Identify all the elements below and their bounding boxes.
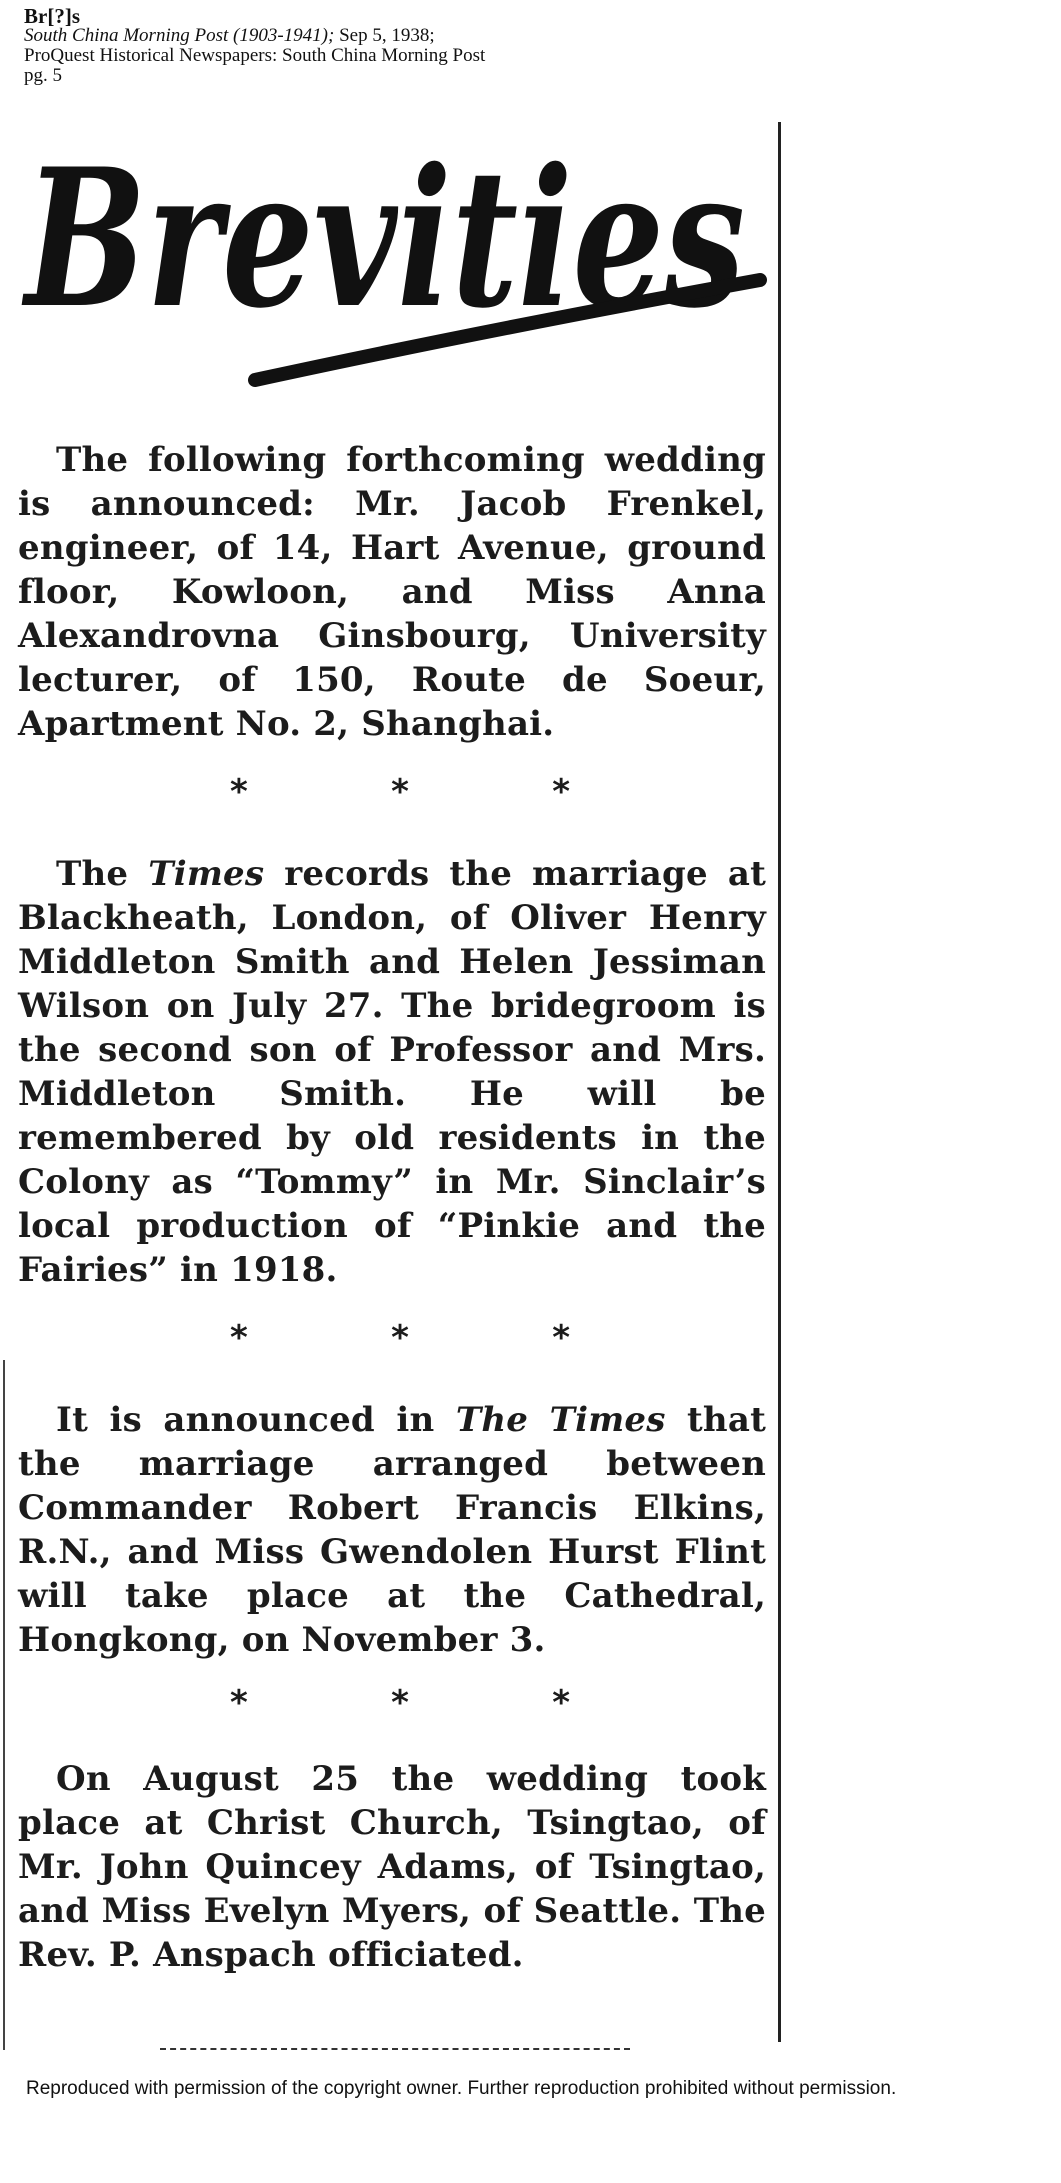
article-3-text (18, 1398, 766, 1662)
article-2 (18, 852, 766, 1292)
article-4 (18, 1757, 766, 1977)
article-title: Br[?]s (24, 4, 80, 28)
newspaper-name: Times (148, 854, 265, 894)
page-number: pg. 5 (24, 65, 62, 86)
separator-star: * (230, 772, 248, 812)
brevities-masthead (15, 105, 775, 395)
separator-star: * (552, 772, 570, 812)
separator-star: * (552, 1683, 570, 1723)
end-rule (160, 2048, 630, 2052)
separator-star: * (552, 1318, 570, 1358)
article-4-text: On August 25 the wedding took place at Christ Church, Tsingtao, of Mr. John Quincey Adams, of Tsingtao, and Miss Evelyn Myers, of Seattle. The Rev. P. Anspach officiated. (18, 1759, 766, 1975)
left-margin-rule (3, 1360, 5, 2050)
article-3-lead: It is announced in (56, 1400, 456, 1440)
citation-header (24, 6, 485, 86)
masthead-script: Brevities (21, 127, 745, 350)
separator-star: * (391, 1318, 409, 1358)
separator-3 (230, 1683, 570, 1723)
separator-star: * (391, 772, 409, 812)
separator-2 (230, 1318, 570, 1358)
copyright-footer: Reproduced with permission of the copyright owner. Further reproduction prohibited without permission. (26, 2078, 897, 2099)
article-2-body: records the marriage at Blackheath, London, of Oliver Henry Middleton Smith and Helen Jessiman Wilson on July 27. The bridegroom is the second son of Professor and Mrs. Middleton Smith. He will be remembered by old residents in the Colony as “Tommy” in Mr. Sinclair’s local production of “Pinkie and the Fairies” in 1918. (18, 854, 766, 1290)
source-line (24, 26, 485, 46)
article-3 (18, 1398, 766, 1662)
separator-1 (230, 772, 570, 812)
article-3-body: that the marriage arranged between Commander Robert Francis Elkins, R.N., and Miss Gwendolen Hurst Flint will take place at the Cathedral, Hongkong, on November 3. (18, 1400, 766, 1660)
database-name: ProQuest Historical Newspapers: South China Morning Post (24, 45, 486, 66)
article-2-lead: The (56, 854, 149, 894)
article-1-text: The following forthcoming wedding is announced: Mr. Jacob Frenkel, engineer, of 14, Hart Avenue, ground floor, Kowloon, and Miss Anna Alexandrovna Ginsbourg, University lecturer, of 150, Route de Soeur, Apartment No. 2, Shanghai. (18, 440, 766, 744)
publication-date: Sep 5, 1938; (334, 25, 435, 46)
publication-name: South China Morning Post (1903-1941); (24, 25, 335, 46)
article-2-text (18, 852, 766, 1292)
article-1 (18, 438, 766, 746)
separator-star: * (230, 1683, 248, 1723)
newspaper-name: The Times (455, 1400, 666, 1440)
column-divider (778, 122, 781, 2042)
separator-star: * (230, 1318, 248, 1358)
separator-star: * (391, 1683, 409, 1723)
